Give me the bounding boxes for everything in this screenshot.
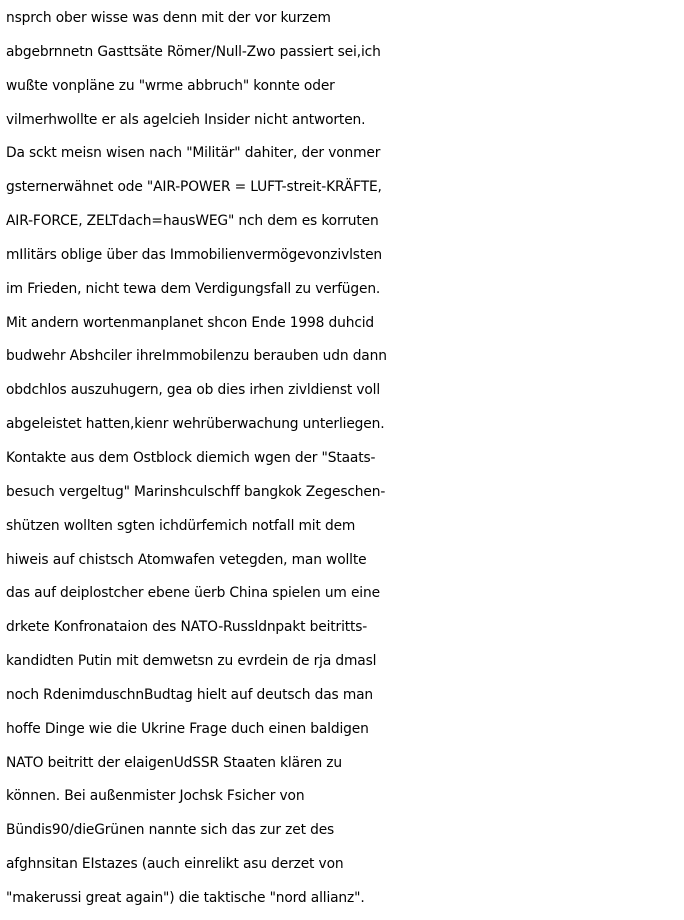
document-body [6, 2, 682, 916]
text-line-20: kandidten Putin mit demwetsn zu evrdein de rja dmasl [6, 653, 377, 670]
text-line-2: abgebrnnetn Gasttsäte Römer/Null-Zwo passiert sei,ich [6, 43, 381, 60]
text-line-24: können. Bei außenmister Jochsk Fsicher von [6, 788, 305, 805]
text-line-25: Bündis90/dieGrünen nannte sich das zur zet des [6, 822, 335, 839]
text-line-9: im Frieden, nicht tewa dem Verdigungsfall zu verfügen. [6, 280, 381, 297]
text-line-16: shützen wollten sgten ichdürfemich notfall mit dem [6, 517, 356, 534]
text-line-1: nsprch ober wisse was denn mit der vor kurzem [6, 10, 331, 26]
text-line-18: das auf deiplostcher ebene üerb China spielen um eine [6, 585, 380, 602]
text-line-14: Kontakte aus dem Ostblock diemich wgen der "Staats- [6, 449, 376, 466]
text-line-15: besuch vergeltug" Marinshculschff bangkok Zegeschen- [6, 483, 386, 500]
text-line-7: AIR-FORCE, ZELTdach=hausWEG" nch dem es korruten [6, 213, 379, 230]
text-line-10: Mit andern wortenmanplanet shcon Ende 1998 duhcid [6, 314, 375, 331]
text-line-22: hoffe Dinge wie die Ukrine Frage duch einen baldigen [6, 720, 369, 737]
text-line-4: vilmerhwollte er als agelcieh Insider nicht antworten. [6, 111, 366, 128]
text-line-3: wußte vonpläne zu "wrme abbruch" konnte oder [6, 77, 335, 94]
text-line-13: abgeleistet hatten,kienr wehrüberwachung unterliegen. [6, 416, 385, 433]
text-line-23: NATO beitritt der elaigenUdSSR Staaten klären zu [6, 754, 342, 771]
text-line-8: mIlitärs oblige über das Immobilienvermögevonzivlsten [6, 246, 383, 263]
text-line-17: hiweis auf chistsch Atomwafen vetegden, man wollte [6, 551, 367, 568]
text-line-6: gsternerwähnet ode "AIR-POWER = LUFT-streit-KRÄFTE, [6, 179, 382, 196]
text-line-5: Da sckt meisn wisen nach "Militär" dahiter, der vonmer [6, 145, 381, 162]
text-line-12: obdchlos auszuhugern, gea ob dies irhen zivldienst voll [6, 382, 381, 399]
text-line-21: noch RdenimduschnBudtag hielt auf deutsch das man [6, 686, 374, 703]
text-line-19: drkete Konfronataion des NATO-Russldnpakt beitritts- [6, 619, 368, 636]
text-line-26: afghnsitan EIstazes (auch einrelikt asu derzet von [6, 856, 344, 873]
text-line-27: "makerussi great again") die taktische "nord allianz". [6, 889, 365, 906]
text-line-11: budwehr Abshciler ihreImmobilenzu berauben udn dann [6, 348, 387, 365]
